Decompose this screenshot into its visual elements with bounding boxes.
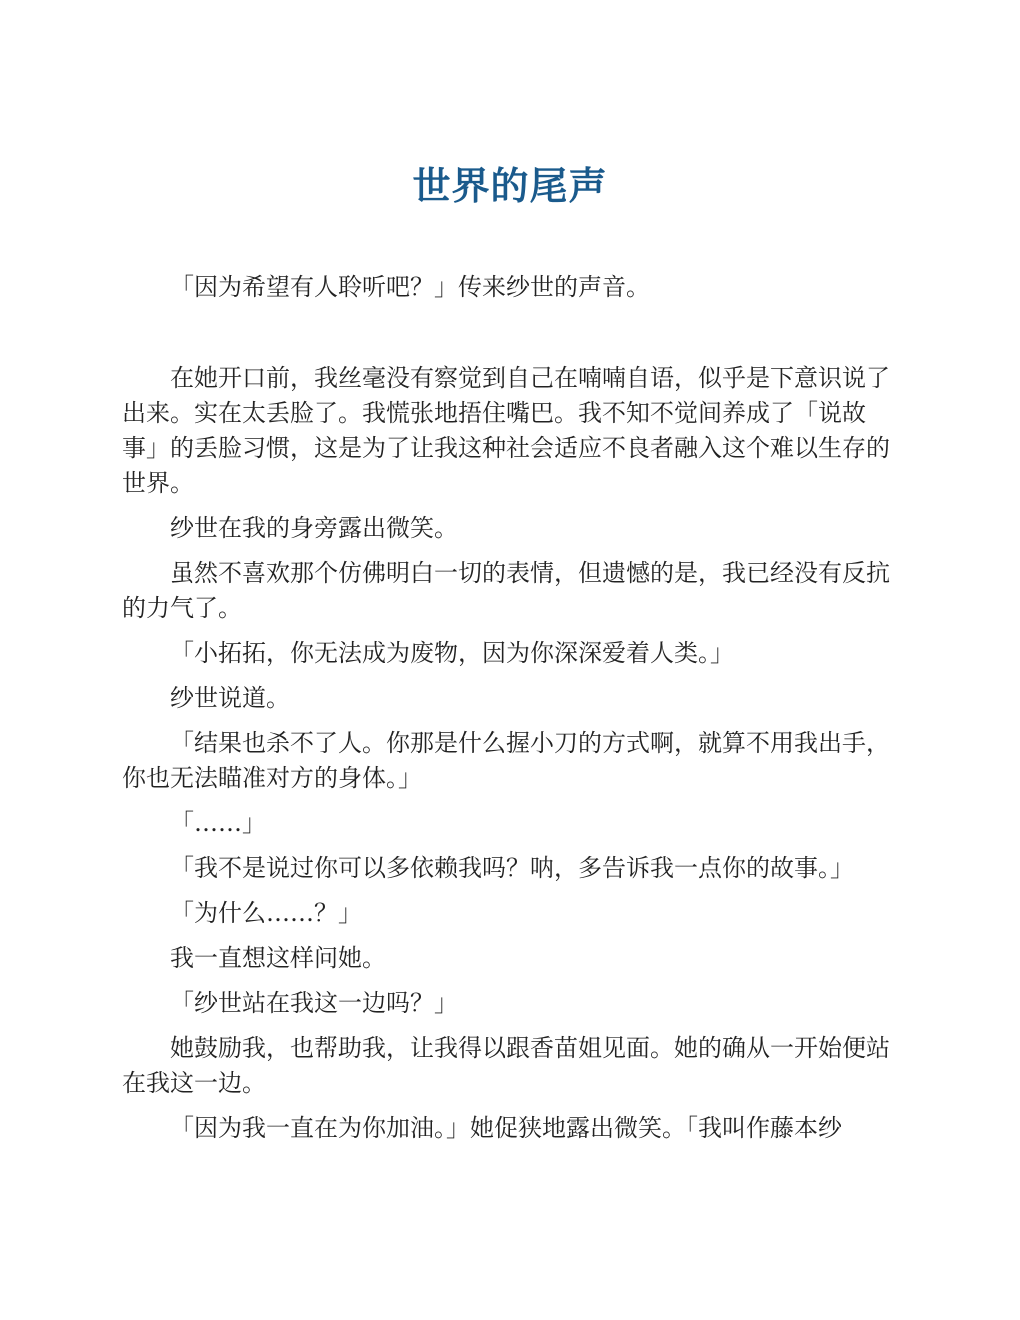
paragraph-7: 「结果也杀不了人。你那是什么握小刀的方式啊，就算不用我出手，你也无法瞄准对方的身体。」 <box>122 729 890 792</box>
chapter-title: 世界的尾声 <box>412 164 608 208</box>
paragraph-4: 虽然不喜欢那个仿佛明白一切的表情，但遗憾的是，我已经没有反抗的力气了。 <box>122 559 890 622</box>
paragraph-14: 「因为我一直在为你加油。」她促狭地露出微笑。「我叫作藤本纱 <box>170 1114 842 1142</box>
paragraph-12: 「纱世站在我这一边吗？」 <box>170 989 458 1017</box>
paragraph-5: 「小拓拓，你无法成为废物，因为你深深爱着人类。」 <box>170 639 734 667</box>
paragraph-1: 「因为希望有人聆听吧？」传来纱世的声音。 <box>170 273 650 301</box>
paragraph-6: 纱世说道。 <box>170 684 290 712</box>
paragraph-8: 「……」 <box>170 809 266 837</box>
paragraph-3: 纱世在我的身旁露出微笑。 <box>170 514 458 542</box>
paragraph-13: 她鼓励我，也帮助我，让我得以跟香苗姐见面。她的确从一开始便站在我这一边。 <box>122 1034 890 1097</box>
paragraph-2: 在她开口前，我丝毫没有察觉到自己在喃喃自语，似乎是下意识说了出来。实在太丢脸了。我慌张地捂住嘴巴。我不知不觉间养成了「说故事」的丢脸习惯，这是为了让我这种社会适应不良者融入这个难以生存的世界。 <box>122 364 890 497</box>
chapter-body <box>122 270 898 1156</box>
paragraph-9: 「我不是说过你可以多依赖我吗？呐，多告诉我一点你的故事。」 <box>170 854 854 882</box>
paragraph-10: 「为什么……？」 <box>170 899 362 927</box>
paragraph-11: 我一直想这样问她。 <box>170 944 386 972</box>
